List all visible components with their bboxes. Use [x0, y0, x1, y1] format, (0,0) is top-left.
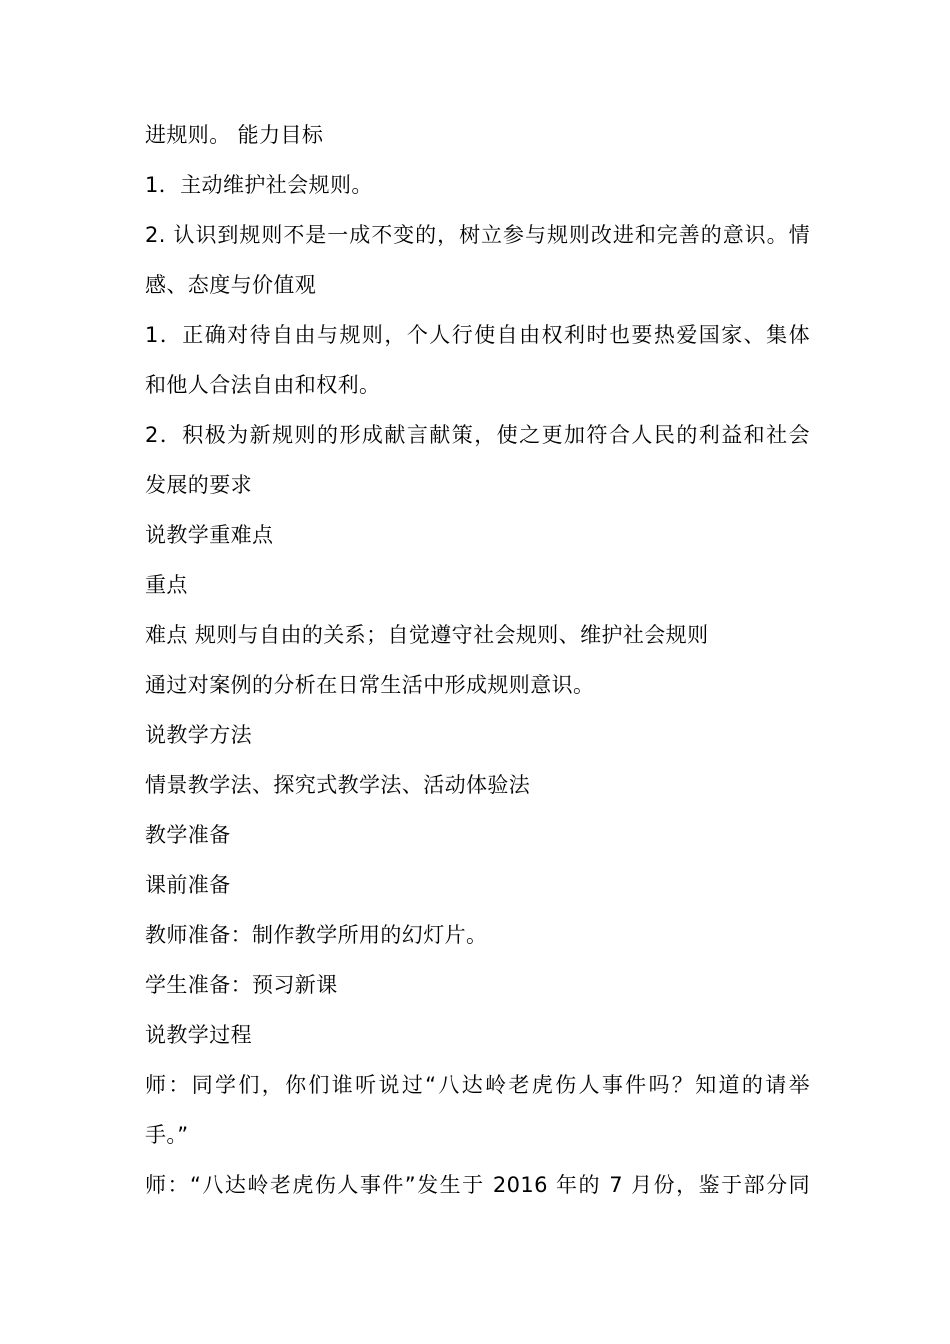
text-line: 感、态度与价值观	[145, 273, 317, 297]
text-line: 情景教学法、探究式教学法、活动体验法	[145, 773, 531, 797]
text-line: 进规则。 能力目标	[145, 123, 324, 147]
text-line: 师：同学们，你们谁听说过“八达岭老虎伤人事件吗？知道的请举	[145, 1073, 810, 1097]
text-line: 通过对案例的分析在日常生活中形成规则意识。	[145, 673, 595, 697]
text-line: 课前准备	[145, 873, 231, 897]
text-line: 学生准备：预习新课	[145, 973, 338, 997]
text-line: 教师准备：制作教学所用的幻灯片。	[145, 923, 488, 947]
text-line: 难点 规则与自由的关系；自觉遵守社会规则、维护社会规则	[145, 623, 709, 647]
text-line: 重点	[145, 573, 188, 597]
text-line: 2. 认识到规则不是一成不变的，树立参与规则改进和完善的意识。情	[145, 223, 810, 247]
section-heading: 教学准备	[145, 823, 231, 847]
section-heading: 说教学过程	[145, 1023, 252, 1047]
text-line: 1．主动维护社会规则。	[145, 173, 373, 197]
text-line: 2．积极为新规则的形成献言献策，使之更加符合人民的利益和社会	[145, 423, 810, 447]
text-line: 发展的要求	[145, 473, 252, 497]
text-line: 师：“八达岭老虎伤人事件”发生于 2016 年的 7 月份，鉴于部分同	[145, 1173, 810, 1197]
text-line: 和他人合法自由和权利。	[145, 373, 381, 397]
section-heading: 说教学方法	[145, 723, 252, 747]
section-heading: 说教学重难点	[145, 523, 274, 547]
text-line: 手。”	[145, 1123, 189, 1147]
text-line: 1．正确对待自由与规则，个人行使自由权利时也要热爱国家、集体	[145, 323, 810, 347]
